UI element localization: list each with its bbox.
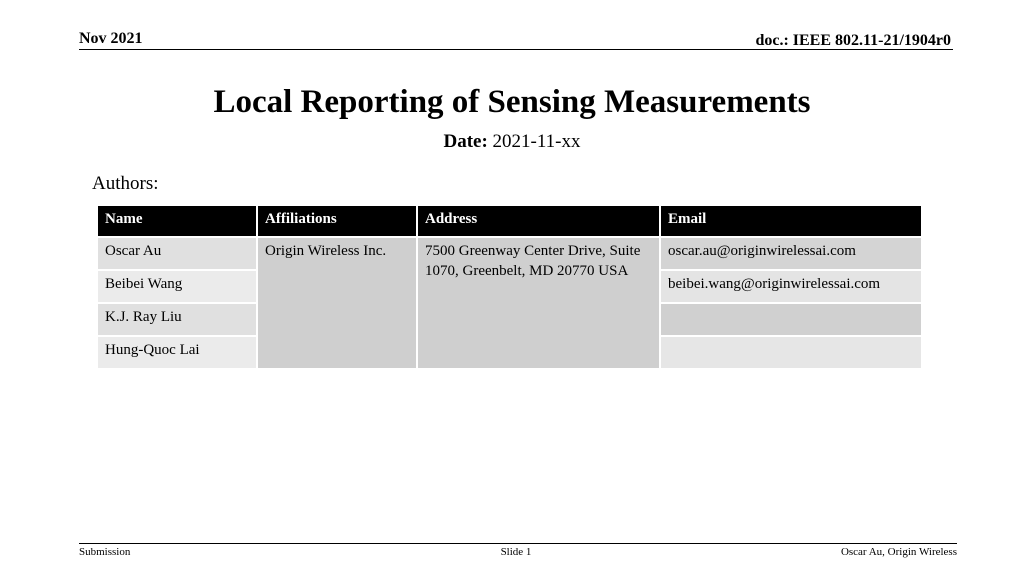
footer-slide-number: Slide 1 (500, 546, 532, 558)
date-label: Date: (443, 131, 488, 152)
header-date: Nov 2021 (79, 30, 143, 47)
authors-table (96, 204, 923, 370)
date-line (0, 131, 1024, 153)
author-affiliation: Origin Wireless Inc. (257, 237, 417, 369)
table-row (97, 237, 922, 270)
date-value: 2021-11-xx (487, 131, 581, 152)
author-name: Hung-Quoc Lai (97, 336, 257, 369)
author-name: Oscar Au (97, 237, 257, 270)
slide-title: Local Reporting of Sensing Measurements (213, 84, 811, 120)
footer-author: Oscar Au, Origin Wireless (840, 546, 957, 558)
authors-label: Authors: (92, 173, 159, 194)
author-email: oscar.au@originwirelessai.com (660, 237, 922, 270)
header-affiliations: Affiliations (257, 205, 417, 237)
header-doc-id: doc.: IEEE 802.11-21/1904r0 (755, 32, 951, 49)
author-address: 7500 Greenway Center Drive, Suite 1070, Greenbelt, MD 20770 USA (417, 237, 660, 369)
author-name: Beibei Wang (97, 270, 257, 303)
header-email: Email (660, 205, 922, 237)
author-email: beibei.wang@originwirelessai.com (660, 270, 922, 303)
table-header-row (97, 205, 922, 237)
header-divider (79, 49, 953, 50)
author-email (660, 303, 922, 336)
footer-submission: Submission (79, 546, 131, 558)
footer-divider (79, 543, 957, 544)
header-address: Address (417, 205, 660, 237)
author-email (660, 336, 922, 369)
header-name: Name (97, 205, 257, 237)
author-name: K.J. Ray Liu (97, 303, 257, 336)
